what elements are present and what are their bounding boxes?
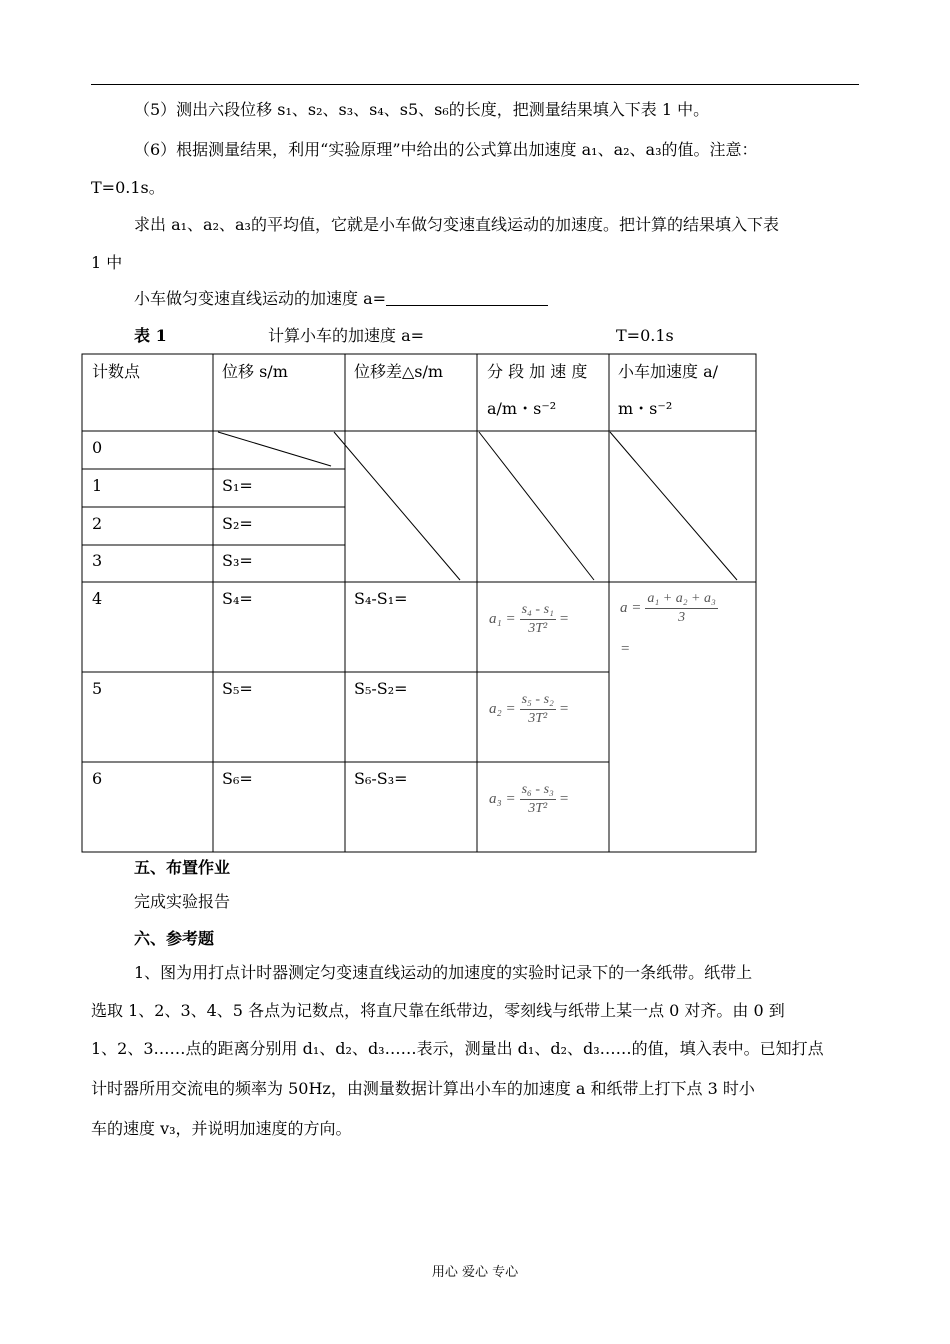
reference-question-line: 1、图为用打点计时器测定匀变速直线运动的加速度的实验时记录下的一条纸带。纸带上 [134, 963, 753, 982]
step-5: （5）测出六段位移 s₁、s₂、s₃、s₄、s5、s₆的长度，把测量结果填入下表 1 中。 [134, 100, 710, 119]
displacement-cell: S₅= [222, 679, 253, 698]
result-label: 小车做匀变速直线运动的加速度 a= [134, 289, 387, 308]
count-point: 0 [92, 438, 103, 457]
average-line1: 求出 a₁、a₂、a₃的平均值，它就是小车做匀变速直线运动的加速度。把计算的结果填入下表 [134, 215, 779, 234]
diagonal-displacement [218, 432, 331, 466]
average-line2: 1 中 [91, 253, 123, 272]
header-segment-accel-line1: 分 段 加 速 度 [487, 362, 588, 381]
header-car-accel-line2: m・s⁻² [618, 399, 673, 418]
table-caption-period: T=0.1s [616, 326, 674, 345]
diagonal-difference [334, 432, 460, 580]
header-car-accel-line1: 小车加速度 a/ [618, 362, 719, 381]
header-displacement: 位移 s/m [222, 362, 288, 381]
section6-heading: 六、参考题 [134, 929, 215, 948]
count-point: 2 [92, 514, 103, 533]
difference-cell: S₄-S₁= [354, 589, 408, 608]
displacement-cell: S₆= [222, 769, 253, 788]
diagonal-segment [479, 432, 594, 580]
page-footer: 用心 爱心 专心 [431, 1265, 519, 1280]
count-point: 4 [92, 589, 103, 608]
difference-cell: S₆-S₃= [354, 769, 408, 788]
header-count-point: 计数点 [92, 362, 141, 381]
count-point: 3 [92, 551, 103, 570]
reference-question-line: 1、2、3……点的距离分别用 d₁、d₂、d₃……表示，测量出 d₁、d₂、d₃……的值，填入表中。已知打点 [91, 1039, 824, 1058]
average-formula-equals: = [621, 640, 630, 657]
difference-cell: S₅-S₂= [354, 679, 408, 698]
segment-formula-a2: a₂ = $\frac{\text{s₅ - s₂}}{\text{3T²}}$ = [489, 692, 569, 726]
table-caption-label: 表 1 [134, 326, 167, 345]
displacement-cell: S₃= [222, 551, 253, 570]
step-6-line2: T=0.1s。 [91, 178, 165, 197]
diagonal-car [610, 432, 737, 580]
reference-question-line: 选取 1、2、3、4、5 各点为记数点，将直尺靠在纸带边，零刻线与纸带上某一点 0 对齐。由 0 到 [91, 1001, 785, 1020]
header-segment-accel-line2: a/m・s⁻² [487, 399, 557, 418]
displacement-cell: S₄= [222, 589, 253, 608]
displacement-cell: S₂= [222, 514, 253, 533]
reference-question-line: 车的速度 v₃，并说明加速度的方向。 [91, 1119, 352, 1138]
average-formula: a = $\frac{\text{a₁ + a₂ + a₃}}{3}$ [620, 591, 716, 625]
table-caption-title: 计算小车的加速度 a= [268, 326, 425, 345]
step-6-line1: （6）根据测量结果，利用“实验原理”中给出的公式算出加速度 a₁、a₂、a₃的值。注意： [134, 140, 758, 159]
segment-formula-a1: a₁ = $\frac{\text{s₄ - s₁}}{\text{3T²}}$ = [489, 602, 569, 636]
count-point: 1 [92, 476, 103, 495]
reference-question-line: 计时器所用交流电的频率为 50Hz，由测量数据计算出小车的加速度 a 和纸带上打下点 3 时小 [91, 1079, 755, 1098]
displacement-cell: S₁= [222, 476, 253, 495]
section5-text: 完成实验报告 [134, 892, 231, 911]
section5-heading: 五、布置作业 [134, 858, 231, 877]
header-difference: 位移差△s/m [354, 362, 444, 381]
count-point: 6 [92, 769, 103, 788]
count-point: 5 [92, 679, 103, 698]
segment-formula-a3: a₃ = $\frac{\text{s₆ - s₃}}{\text{3T²}}$ = [489, 782, 569, 816]
